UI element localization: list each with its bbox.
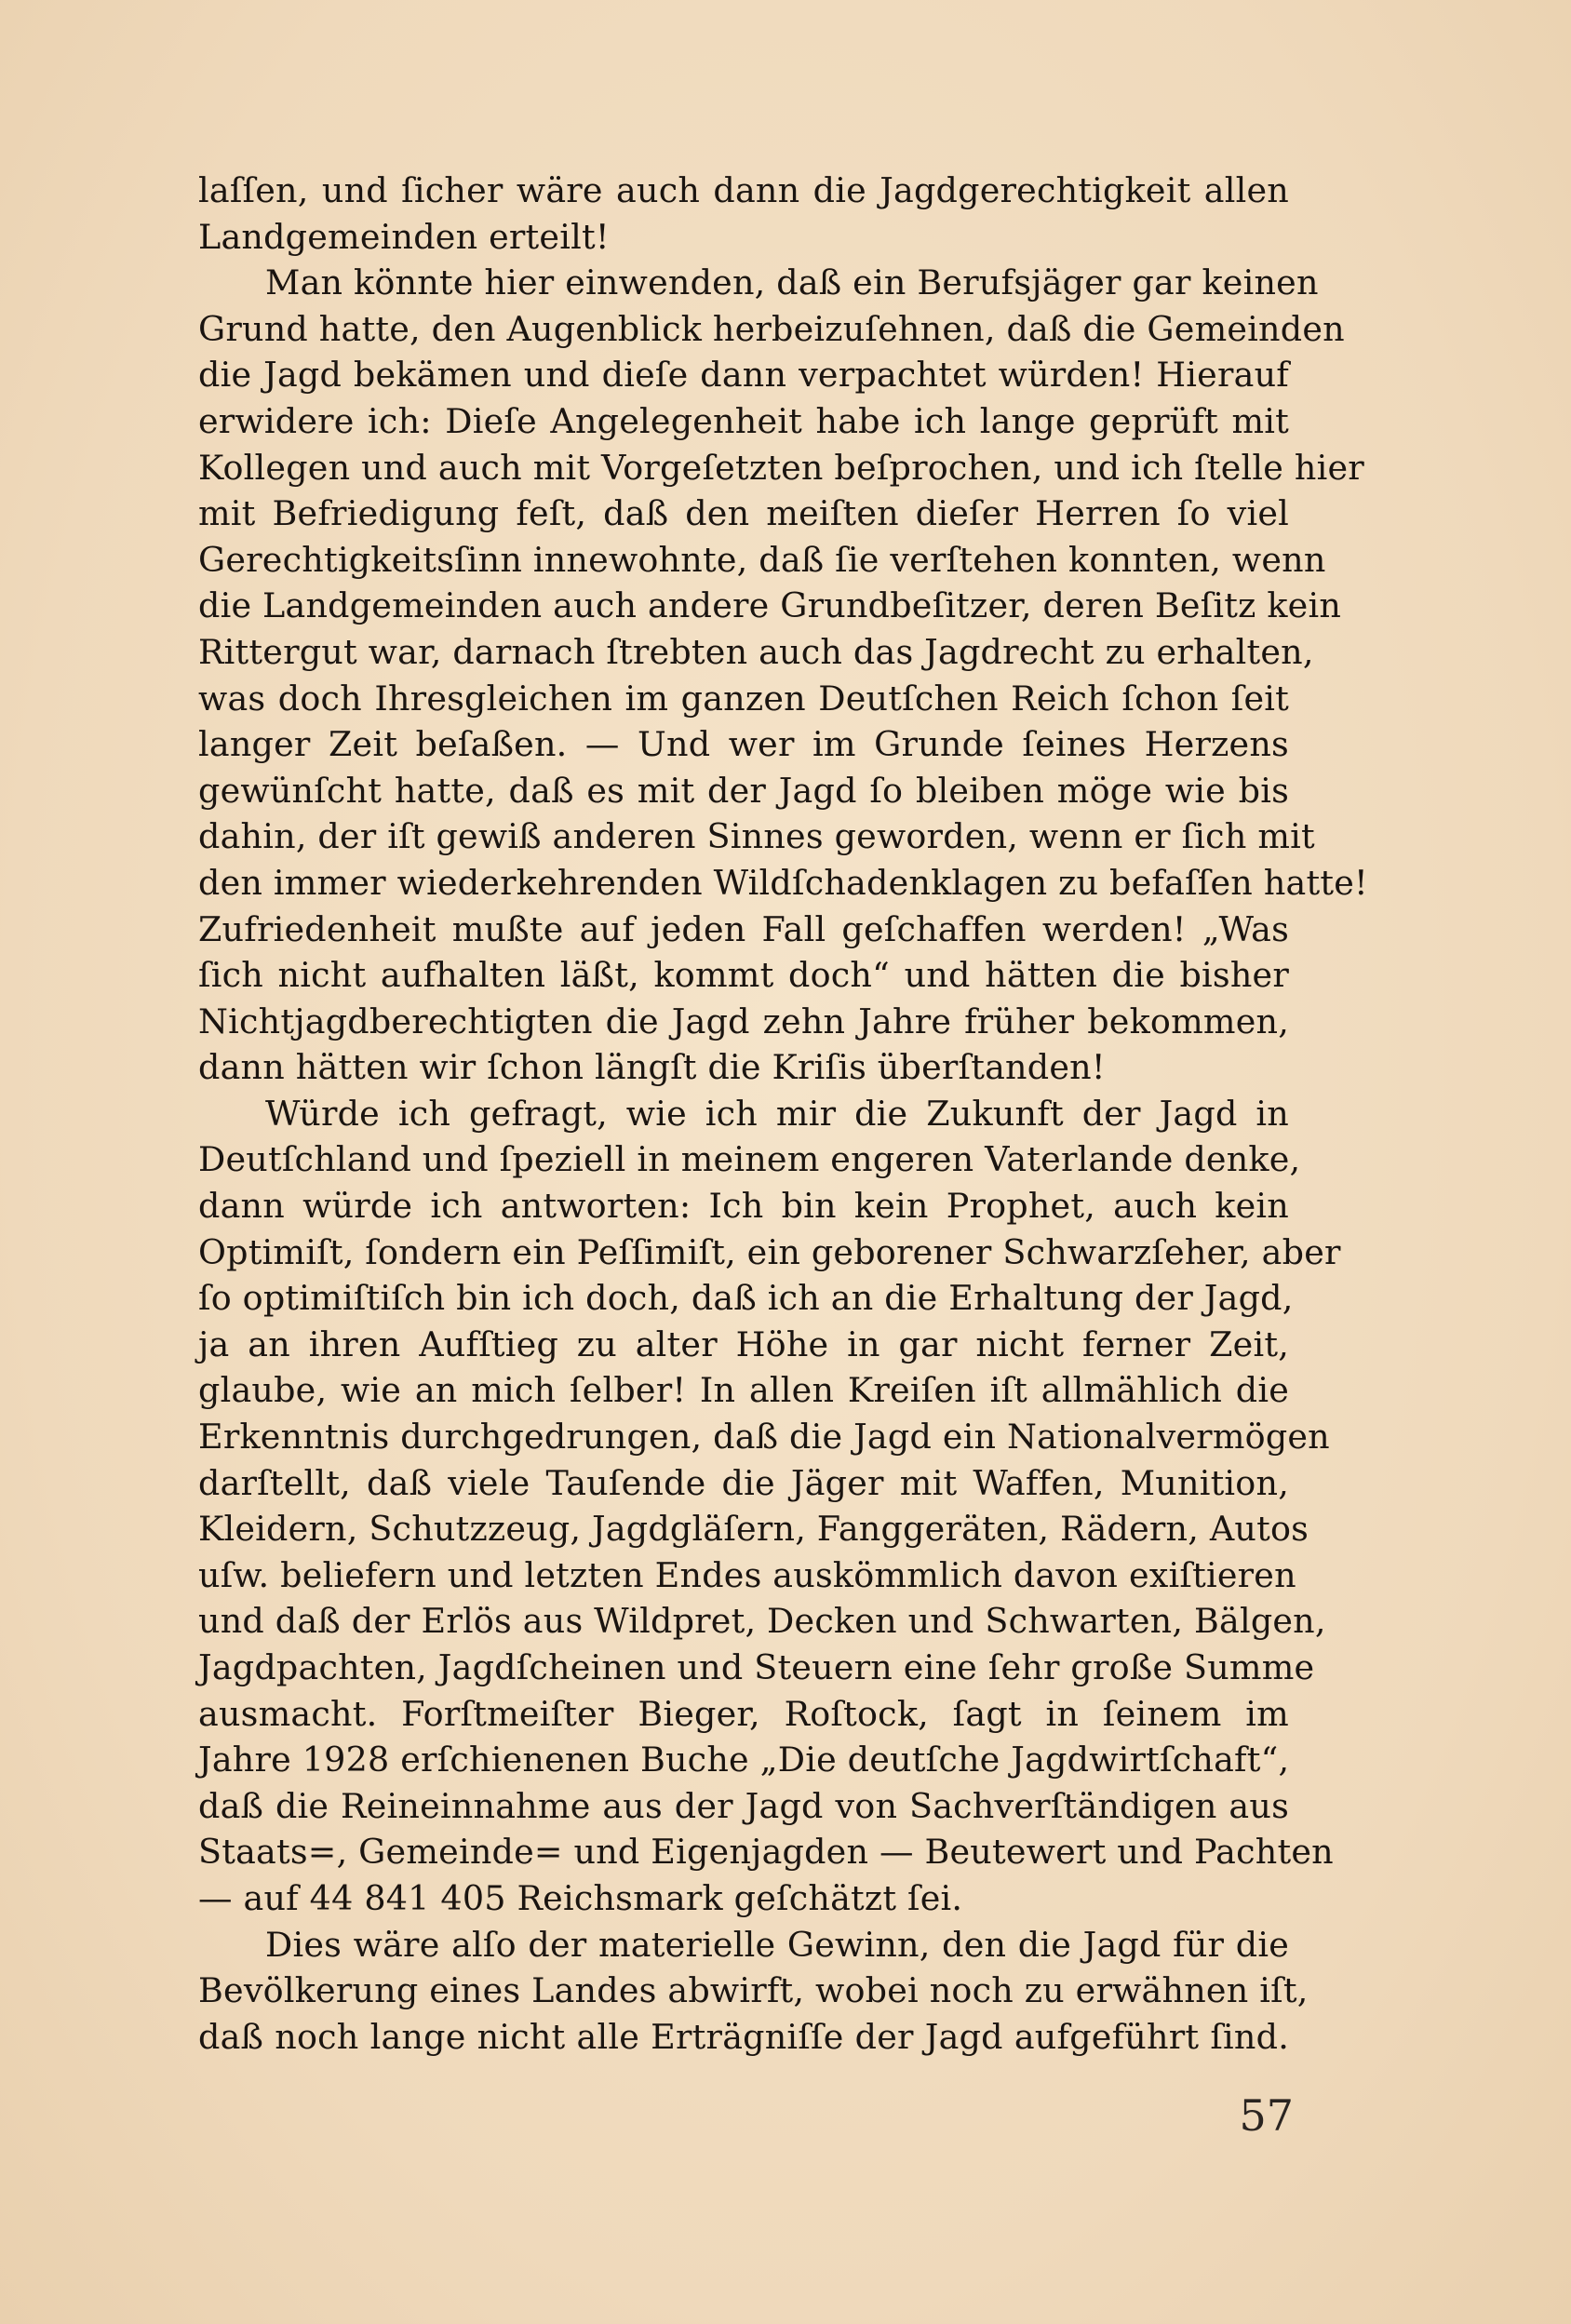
text-line: ſo optimiſtiſch bin ich doch, daß ich an die Erhaltung der Jagd,: [198, 1278, 1294, 1319]
text-line: Staats=, Gemeinde= und Eigenjagden — Beutewert und Pachten: [198, 1832, 1334, 1873]
text-line: Jahre 1928 erſchienenen Buche „Die deutſche Jagdwirtſchaft“,: [198, 1740, 1290, 1780]
text-line: daß noch lange nicht alle Erträgniſſe der Jagd aufgeführt ſind.: [198, 2016, 1289, 2057]
text-line: den immer wiederkehrenden Wildſchadenklagen zu befaſſen hatte!: [198, 862, 1368, 903]
text-line: erwidere ich: Dieſe Angelegenheit habe ich lange geprüft mit: [198, 400, 1289, 441]
text-line: Landgemeinden erteilt!: [198, 216, 610, 257]
text-line: Dies wäre alſo der materielle Gewinn, den die Jagd für die: [265, 1924, 1289, 1965]
text-line: was doch Ihresgleichen im ganzen Deutſchen Reich ſchon ſeit: [198, 678, 1289, 719]
text-line: ſich nicht aufhalten läßt, kommt doch“ und hätten die bisher: [198, 955, 1289, 996]
text-line: Nichtjagdberechtigten die Jagd zehn Jahre früher bekommen,: [198, 1001, 1289, 1041]
text-line: und daß der Erlös aus Wildpret, Decken und Schwarten, Bälgen,: [198, 1601, 1326, 1642]
text-line: dann hätten wir ſchon längſt die Kriſis überſtanden!: [198, 1047, 1106, 1088]
text-line: dahin, der iſt gewiß anderen Sinnes geworden, wenn er ſich mit: [198, 816, 1315, 857]
text-line: Kleidern, Schutzzeug, Jagdgläſern, Fanggeräten, Rädern, Autos: [198, 1509, 1309, 1550]
body-text: [198, 168, 1368, 2060]
text-line: Kollegen und auch mit Vorgeſetzten beſprochen, und ich ſtelle hier: [198, 447, 1364, 488]
text-line: langer Zeit beſaßen. — Und wer im Grunde ſeines Herzens: [198, 724, 1289, 765]
text-line: Grund hatte, den Augenblick herbeizuſehnen, daß die Gemeinden: [198, 308, 1345, 349]
text-line: daß die Reineinnahme aus der Jagd von Sachverſtändigen aus: [198, 1785, 1289, 1826]
text-line: Bevölkerung eines Landes abwirft, wobei noch zu erwähnen iſt,: [198, 1970, 1309, 2011]
text-line: Erkenntnis durchgedrungen, daß die Jagd ein Nationalvermögen: [198, 1417, 1330, 1458]
text-line: Zufriedenheit mußte auf jeden Fall geſchaffen werden! „Was: [198, 908, 1289, 949]
text-line: Deutſchland und ſpeziell in meinem engeren Vaterlande denke,: [198, 1139, 1301, 1180]
text-line: mit Befriedigung feſt, daß den meiſten dieſer Herren ſo viel: [198, 493, 1289, 534]
text-line: Jagdpachten, Jagdſcheinen und Steuern eine ſehr große Summe: [198, 1647, 1315, 1687]
text-line: die Jagd bekämen und dieſe dann verpachtet würden! Hierauf: [198, 355, 1289, 396]
text-line: glaube, wie an mich ſelber! In allen Kreiſen iſt allmählich die: [198, 1370, 1289, 1411]
text-line: Gerechtigkeitsſinn innewohnte, daß ſie verſtehen konnten, wenn: [198, 539, 1326, 580]
text-line: gewünſcht hatte, daß es mit der Jagd ſo bleiben möge wie bis: [198, 770, 1289, 811]
text-line: darſtellt, daß viele Tauſende die Jäger mit Waffen, Munition,: [198, 1462, 1289, 1503]
text-line: Würde ich gefragt, wie ich mir die Zukunft der Jagd in: [265, 1093, 1289, 1134]
text-line: — auf 44 841 405 Reichsmark geſchätzt ſei.: [198, 1877, 963, 1918]
text-line: ausmacht. Forſtmeiſter Bieger, Roſtock, ſagt in ſeinem im: [198, 1693, 1289, 1734]
text-line: laſſen, und ſicher wäre auch dann die Jagdgerechtigkeit allen: [198, 170, 1289, 210]
text-line: Rittergut war, darnach ſtrebten auch das Jagdrecht zu erhalten,: [198, 631, 1314, 672]
text-line: die Landgemeinden auch andere Grundbeſitzer, deren Beſitz kein: [198, 585, 1342, 626]
text-line: dann würde ich antworten: Ich bin kein Prophet, auch kein: [198, 1186, 1289, 1227]
text-line: Optimiſt, ſondern ein Peſſimiſt, ein geborener Schwarzſeher, aber: [198, 1231, 1341, 1272]
page-number: 57: [1239, 2090, 1294, 2141]
text-line: Man könnte hier einwenden, daß ein Berufsjäger gar keinen: [265, 262, 1319, 303]
text-line: ja an ihren Aufſtieg zu alter Höhe in gar nicht ferner Zeit,: [198, 1323, 1289, 1364]
text-line: uſw. beliefern und letzten Endes auskömmlich davon exiſtieren: [198, 1554, 1296, 1595]
